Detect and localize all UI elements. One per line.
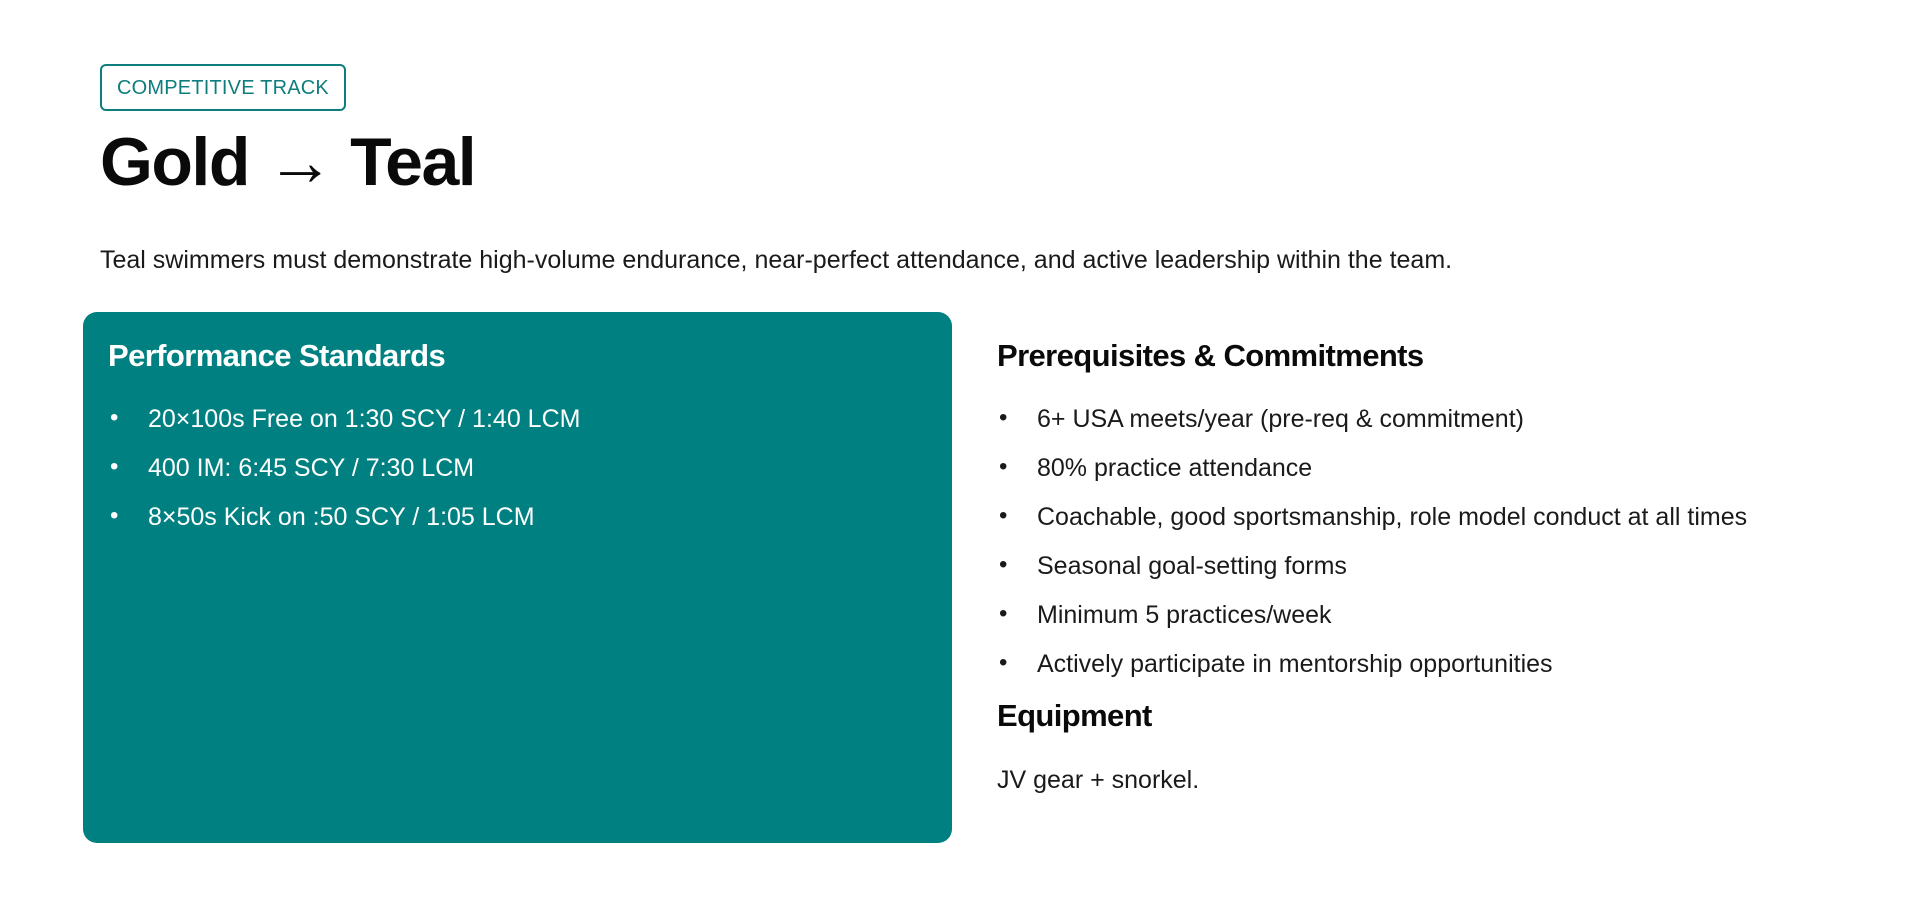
content-columns xyxy=(83,312,1843,843)
equipment-text: JV gear + snorkel. xyxy=(997,766,1200,794)
list-item xyxy=(997,502,1843,532)
track-badge: COMPETITIVE TRACK xyxy=(100,64,346,111)
list-item xyxy=(997,551,1843,581)
list-item xyxy=(108,453,927,483)
prerequisites-column xyxy=(997,312,1843,843)
performance-heading: Performance Standards xyxy=(108,338,446,373)
bullet-icon: • xyxy=(110,404,119,431)
list-item xyxy=(997,453,1843,483)
list-item-text: 20×100s Free on 1:30 SCY / 1:40 LCM xyxy=(148,405,581,433)
list-item xyxy=(108,502,927,532)
list-item xyxy=(997,600,1843,630)
bullet-icon: • xyxy=(110,453,119,480)
list-item-text: 400 IM: 6:45 SCY / 7:30 LCM xyxy=(148,454,475,482)
performance-list xyxy=(108,404,927,532)
equipment-heading: Equipment xyxy=(997,698,1152,733)
bullet-icon: • xyxy=(999,404,1008,431)
list-item-text: Seasonal goal-setting forms xyxy=(1037,552,1347,580)
bullet-icon: • xyxy=(999,502,1008,529)
list-item-text: Actively participate in mentorship opportunities xyxy=(1037,650,1553,678)
list-item-text: 6+ USA meets/year (pre-req & commitment) xyxy=(1037,405,1524,433)
bullet-icon: • xyxy=(999,453,1008,480)
bullet-icon: • xyxy=(999,551,1008,578)
bullet-icon: • xyxy=(999,600,1008,627)
prerequisites-list xyxy=(997,404,1843,679)
bullet-icon: • xyxy=(999,649,1008,676)
performance-standards-card xyxy=(83,312,952,843)
prerequisites-heading: Prerequisites & Commitments xyxy=(997,338,1424,373)
list-item-text: Minimum 5 practices/week xyxy=(1037,601,1332,629)
bullet-icon: • xyxy=(110,502,119,529)
list-item xyxy=(108,404,927,434)
list-item xyxy=(997,649,1843,679)
list-item xyxy=(997,404,1843,434)
list-item-text: 80% practice attendance xyxy=(1037,454,1313,482)
intro-text: Teal swimmers must demonstrate high-volume endurance, near-perfect attendance, and active leadership within the team. xyxy=(100,245,1453,274)
page-title: Gold → Teal xyxy=(100,124,476,200)
list-item-text: Coachable, good sportsmanship, role model conduct at all times xyxy=(1037,503,1748,531)
list-item-text: 8×50s Kick on :50 SCY / 1:05 LCM xyxy=(148,503,535,531)
